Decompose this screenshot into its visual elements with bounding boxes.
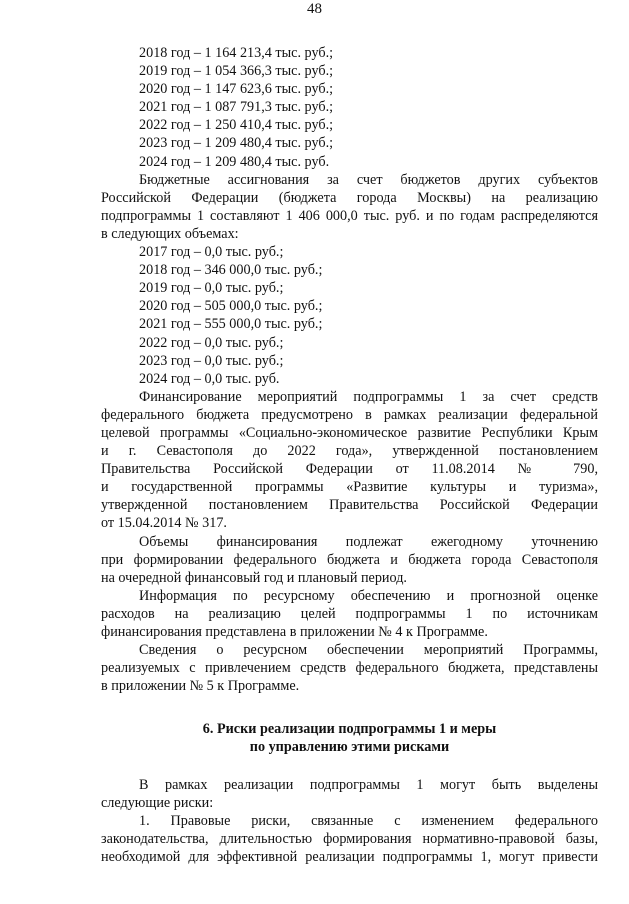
paragraph-line: утвержденной постановлением Правительства Российской Федерации (101, 497, 598, 514)
list-item: 2024 год – 1 209 480,4 тыс. руб. (139, 153, 330, 170)
list-item: 2021 год – 1 087 791,3 тыс. руб.; (139, 99, 334, 116)
list-item: 2017 год – 0,0 тыс. руб.; (139, 244, 284, 261)
paragraph-line: расходов на реализацию целей подпрограммы 1 по источникам (101, 605, 598, 622)
risks-intro-paragraph (101, 776, 598, 812)
heading-line: 6. Риски реализации подпрограммы 1 и меры (202, 721, 497, 738)
paragraph-line: реализуемых с привлечением средств федерального бюджета, представлены (101, 660, 598, 677)
risk1-paragraph (101, 812, 598, 866)
page-number: 48 (307, 1, 322, 17)
paragraph-line: на очередной финансовый год и плановый период. (101, 569, 407, 586)
paragraph-line: Бюджетные ассигнования за счет бюджетов других субъектов (139, 171, 598, 188)
paragraph-line: следующие риски: (101, 794, 214, 811)
list-item: 2018 год – 346 000,0 тыс. руб.; (139, 262, 323, 279)
paragraph-line: от 15.04.2014 № 317. (101, 515, 227, 532)
list-item: 2023 год – 0,0 тыс. руб.; (139, 352, 284, 369)
moscow-budget-paragraph (101, 171, 598, 243)
appendix5-paragraph (101, 641, 598, 695)
document-body (101, 44, 598, 866)
volumes-paragraph (101, 533, 598, 587)
paragraph-line: при формировании федерального бюджета и бюджета города Севастополя (101, 551, 598, 568)
paragraph-line: Объемы финансирования подлежат ежегодному уточнению (139, 533, 598, 550)
federal-by-year-list (101, 44, 598, 171)
moscow-by-year-list (101, 243, 598, 388)
heading-line: по управлению этими рисками (249, 739, 450, 756)
paragraph-line: Правительства Российской Федерации от 11.08.2014 № 790, (101, 461, 598, 478)
appendix4-paragraph (101, 587, 598, 641)
paragraph-line: финансирования представлена в приложении № 4 к Программе. (101, 624, 488, 640)
paragraph-line: необходимой для эффективной реализации подпрограммы 1, могут привести (101, 848, 598, 865)
paragraph-line: федерального бюджета предусмотрено в рамках реализации федеральной (101, 406, 598, 423)
paragraph-line: подпрограммы 1 составляют 1 406 000,0 тыс. руб. и по годам распределяются (101, 207, 598, 224)
paragraph-line: законодательства, длительностью формирования нормативно-правовой базы, (101, 830, 598, 847)
list-item: 2019 год – 0,0 тыс. руб.; (139, 280, 284, 297)
list-item: 2020 год – 505 000,0 тыс. руб.; (139, 298, 323, 315)
section-heading (101, 720, 598, 756)
list-item: 2020 год – 1 147 623,6 тыс. руб.; (139, 81, 334, 98)
paragraph-line: в следующих объемах: (101, 225, 239, 242)
financing-paragraph (101, 388, 598, 533)
list-item: 2021 год – 555 000,0 тыс. руб.; (139, 316, 323, 333)
list-item: 2022 год – 0,0 тыс. руб.; (139, 334, 284, 351)
paragraph-line: В рамках реализации подпрограммы 1 могут быть выделены (139, 776, 598, 793)
paragraph-line: и государственной программы «Развитие культуры и туризма», (101, 479, 598, 496)
paragraph-line: Сведения о ресурсном обеспечении мероприятий Программы, (139, 642, 598, 659)
list-item: 2024 год – 0,0 тыс. руб. (139, 370, 280, 387)
list-item: 2019 год – 1 054 366,3 тыс. руб.; (139, 63, 334, 80)
paragraph-line: Российской Федерации (бюджета города Москвы) на реализацию (101, 189, 598, 206)
paragraph-line: в приложении № 5 к Программе. (101, 678, 300, 695)
paragraph-line: 1. Правовые риски, связанные с изменением федерального (139, 812, 598, 829)
paragraph-line: и г. Севастополя до 2022 года», утвержденной постановлением (101, 443, 598, 460)
paragraph-line: Финансирование мероприятий подпрограммы 1 за счет средств (139, 388, 598, 405)
list-item: 2023 год – 1 209 480,4 тыс. руб.; (139, 135, 334, 152)
paragraph-line: целевой программы «Социально-экономическое развитие Республики Крым (101, 424, 598, 441)
list-item: 2022 год – 1 250 410,4 тыс. руб.; (139, 117, 334, 134)
paragraph-line: Информация по ресурсному обеспечению и прогнозной оценке (139, 587, 598, 604)
list-item: 2018 год – 1 164 213,4 тыс. руб.; (139, 45, 334, 61)
